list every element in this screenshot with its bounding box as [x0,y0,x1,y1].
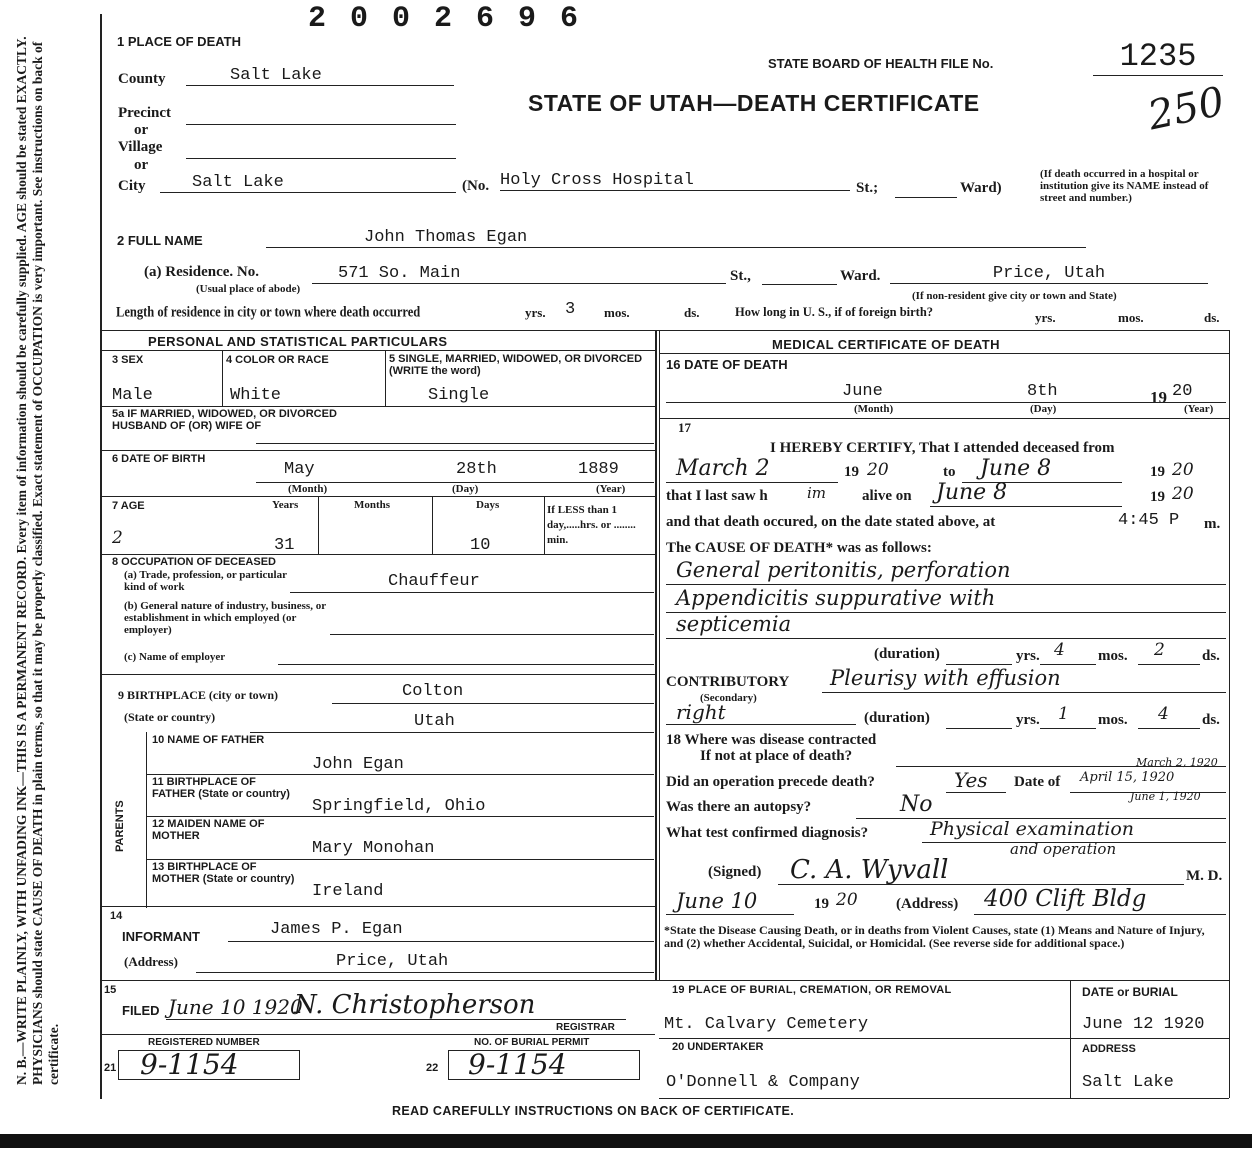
dob-month: May [284,460,315,479]
residence-sub: (Usual place of abode) [196,283,301,295]
dob-month-caption: (Month) [288,483,328,495]
sex-value: Male [112,386,153,405]
death-month: June [842,382,883,401]
death-year-caption: (Year) [1184,403,1214,415]
precinct-label: Precinct [118,105,172,121]
undertaker-label: 20 UNDERTAKER [672,1041,764,1053]
contributory-cause-2: right [676,700,726,724]
attended-to-date: June 8 [980,456,1052,481]
length-of-residence-label: Length of residence in city or town where death occurred [116,303,421,320]
item-18-label: 18 Where was disease contracted [666,732,877,748]
days-caption: Days [476,499,500,511]
death-day: 8th [1027,382,1058,401]
attended-from-date: March 2 [676,456,770,481]
age-mark: 2 [112,528,123,548]
certificate-title: STATE OF UTAH—DEATH CERTIFICATE [528,90,980,116]
years-caption: Years [272,499,299,511]
dob-day: 28th [456,460,497,479]
margin-number: 250 [1144,78,1229,140]
mother-name: Mary Monohan [312,839,435,858]
informant-name: James P. Egan [270,920,403,939]
cause-line-1: General peritonitis, perforation [676,558,1011,582]
burial-date: June 12 1920 [1082,1015,1205,1034]
from-nineteen: 19 [844,464,859,480]
father-name: John Egan [312,755,404,774]
file-label: STATE BOARD OF HEALTH FILE No. [768,56,994,71]
burial-date-label: DATE or BURIAL [1082,985,1178,999]
certify-text: I HEREBY CERTIFY, That I attended deceased from [770,440,1115,456]
burial-place: Mt. Calvary Cemetery [664,1015,869,1034]
him-text: im [807,484,827,502]
residence-years: 3 [565,300,576,319]
age-years: 31 [274,536,295,555]
residence-city-state: Price, Utah [890,264,1208,284]
color-label: 4 COLOR OR RACE [226,354,329,366]
hospital-name: Holy Cross Hospital [500,171,850,191]
residence-label: (a) Residence. No. [144,264,259,280]
street-no-label: (No. [462,178,490,194]
date-of-death-label: 16 DATE OF DEATH [666,357,788,372]
operation-label: Did an operation precede death? [666,774,875,790]
village-label: Village [118,139,163,155]
death-month-caption: (Month) [854,403,894,415]
medical-header: MEDICAL CERTIFICATE OF DEATH [772,337,1000,352]
stamp-number: 2 0 0 2 6 9 6 [308,2,582,36]
operation-date: April 15, 1920 [1080,770,1175,785]
contributory-cause: Pleurisy with effusion [830,666,1061,690]
marital-label: 5 SINGLE, MARRIED, WIDOWED, OR DIVORCED (WRITE the word) [389,353,643,377]
signed-nineteen: 19 [814,896,829,912]
diagnosis-test: Physical examination [930,818,1134,840]
cause-label: The CAUSE OF DEATH* was as follows: [666,540,932,556]
attended-from-year: 20 [867,460,889,480]
marital-value: Single [428,386,490,405]
dob-year: 1889 [578,460,619,479]
cause-line-2: Appendicitis suppurative with [676,586,996,610]
father-birthplace: Springfield, Ohio [312,797,486,816]
burial-place-label: 19 PLACE OF BURIAL, CREMATION, OR REMOVAL [672,984,952,996]
us-mos-label: mos. [1118,310,1144,325]
full-name-value: John Thomas Egan [266,228,1086,248]
birthplace-state-label: (State or country) [124,710,216,724]
months-caption: Months [354,499,391,511]
footer-instructions: READ CAREFULLY INSTRUCTIONS ON BACK OF CERTIFICATE. [392,1104,795,1118]
or-text-1: or [134,122,149,138]
scan-bottom-edge [0,1134,1252,1148]
burial-permit-number: 9-1154 [468,1048,567,1081]
form-left-border [100,14,102,1099]
alive-on-text: alive on [862,488,912,504]
autopsy-answer: No [900,792,933,817]
age-label: 7 AGE [112,500,145,512]
registered-number-prefix: 21 [104,1062,117,1074]
birthplace-city: Colton [402,682,464,701]
residence-ward-label: Ward. [840,268,881,284]
birthplace-label: 9 BIRTHPLACE (city or town) [118,688,279,702]
us-yrs-label: yrs. [1035,310,1056,325]
cause-mos-label: mos. [1098,648,1128,664]
county-value: Salt Lake [186,66,454,86]
mother-name-label: 12 MAIDEN NAME OF MOTHER [152,818,265,842]
mother-birthplace-label: 13 BIRTHPLACE OF MOTHER (State or country) [152,861,295,885]
registered-number: 9-1154 [140,1048,239,1081]
md-label: M. D. [1186,868,1223,884]
dob-day-caption: (Day) [452,483,479,495]
contrib-ds-label: ds. [1202,712,1220,728]
burial-permit-prefix: 22 [426,1062,439,1074]
side-instructions: N. B.—WRITE PLAINLY, WITH UNFADING INK—THIS IS A PERMANENT RECORD. Every item of information should be carefully supplied. AGE should be stated EXACTLY. PHYSICIANS should state CAUSE OF DEATH in plain terms, so that it may be properly classified. Exact statement of OCCUPATION is very important. See instructions on back of certificate. [14,36,61,1085]
cause-ds-label: ds. [1202,648,1220,664]
informant-number: 14 [110,910,123,922]
hospital-note: (If death occurred in a hospital or institution give its NAME instead of street and number.) [1040,168,1209,204]
not-place-label: If not at place of death? [700,748,853,764]
item-17: 17 [678,420,691,435]
cause-duration-months: 2 [1154,640,1165,660]
autopsy-label: Was there an autopsy? [666,799,812,815]
filed-label: FILED [122,1003,160,1018]
cause-footnote: *State the Disease Causing Death, or in deaths from Violent Causes, state (1) Means and Nature of Injury, and (2) whether Accidental, Suicidal, or Homicidal. (See reverse side for additional space.) [664,923,1205,950]
cause-yrs-label: yrs. [1016,648,1040,664]
physician-address-label: (Address) [896,896,959,912]
to-word: to [943,464,956,480]
informant-address-label: (Address) [124,954,178,969]
occupation-b-label: (b) General nature of industry, business, or establishment in which employed (or employer) [124,600,326,636]
physician-signature: C. A. Wyvall [790,855,949,885]
filed-date: June 10 1920 [168,995,303,1019]
contrib-duration-months: 4 [1158,704,1169,724]
occupation-c-label: (c) Name of employer [124,651,226,663]
county-label: County [118,71,166,87]
contrib-yrs-label: yrs. [1016,712,1040,728]
diagnosis-test-2: and operation [1010,840,1117,858]
contrib-duration-label: (duration) [864,710,930,726]
last-seen-date: June 8 [936,480,1008,505]
diagnosis-test-label: What test confirmed diagnosis? [666,825,869,841]
personal-header: PERSONAL AND STATISTICAL PARTICULARS [148,334,448,349]
undertaker-address-label: ADDRESS [1082,1043,1136,1055]
mother-birthplace: Ireland [312,882,384,901]
death-occurred-text: and that death occured, on the date stated above, at [666,514,996,530]
operation-date-2: June 1, 1920 [1130,790,1201,803]
us-residence-label: How long in U. S., if of foreign birth? [735,305,934,319]
operation-answer: Yes [954,768,988,792]
last-saw-text: that I last saw h [666,488,768,504]
signed-year: 20 [836,890,858,910]
less-than-day: If LESS than 1 day,.....hrs. or ........ min. [547,504,636,546]
operation-date-label: Date of [1014,774,1061,790]
contrib-duration-years: 1 [1058,704,1069,724]
birthplace-state: Utah [414,712,455,731]
residence-yrs-label: yrs. [525,305,546,320]
residence-street-label: St., [730,268,751,284]
alive-nineteen: 19 [1150,489,1165,505]
father-birthplace-label: 11 BIRTHPLACE OF FATHER (State or country) [152,776,290,800]
residence-mos-label: mos. [604,305,630,320]
undertaker-address: Salt Lake [1082,1073,1174,1092]
to-nineteen: 19 [1150,464,1165,480]
contributory-label: CONTRIBUTORY [666,674,790,690]
age-days: 10 [470,536,491,555]
time-of-death: 4:45 P [1118,511,1180,530]
ward-label: Ward) [960,180,1002,196]
residence-ds-label: ds. [684,305,700,320]
registrar-signature: N. Christopherson [294,990,536,1020]
street-label: St.; [856,180,879,196]
or-text-2: or [134,157,149,173]
cause-duration-label: (duration) [874,646,940,662]
contrib-mos-label: mos. [1098,712,1128,728]
burial-permit-label: NO. OF BURIAL PERMIT [474,1037,590,1048]
filed-number: 15 [104,984,117,996]
residence-number: 571 So. Main [312,264,726,284]
occupation-a-label: (a) Trade, profession, or particular kind of work [124,569,287,593]
physician-address: 400 Clift Bldg [984,886,1147,912]
registrar-label: REGISTRAR [556,1022,615,1033]
city-value: Salt Lake [160,173,456,193]
death-year: 20 [1172,382,1193,401]
nonresident-note: (If non-resident give city or town and State) [912,290,1117,302]
occupation-value: Chauffeur [388,572,480,591]
cause-line-3: septicemia [676,612,792,636]
cause-duration-years: 4 [1054,640,1065,660]
secondary-label: (Secondary) [700,692,757,704]
dob-label: 6 DATE OF BIRTH [112,453,206,465]
occupation-label: 8 OCCUPATION OF DECEASED [112,556,276,568]
informant-address: Price, Utah [336,952,449,971]
color-value: White [230,386,282,405]
last-seen-year: 20 [1172,484,1194,504]
time-suffix: m. [1204,516,1221,532]
registered-number-label: REGISTERED NUMBER [148,1037,260,1048]
informant-label: INFORMANT [122,929,200,944]
parents-label: PARENTS [114,800,126,852]
spouse-label: 5a IF MARRIED, WIDOWED, OR DIVORCED HUSBAND OF (OR) WIFE OF [112,408,337,432]
death-year-prefix: 19 [1150,388,1167,407]
sex-label: 3 SEX [112,354,144,366]
signed-label: (Signed) [708,864,762,880]
dob-year-caption: (Year) [596,483,626,495]
full-name-label: 2 FULL NAME [117,233,203,248]
signed-date: June 10 [676,889,758,913]
us-ds-label: ds. [1204,310,1220,325]
death-day-caption: (Day) [1030,403,1057,415]
attended-to-year: 20 [1172,460,1194,480]
city-label: City [118,178,146,194]
contracted-note: March 2, 1920 [1136,756,1218,769]
place-of-death-label: 1 PLACE OF DEATH [117,34,241,49]
undertaker-name: O'Donnell & Company [666,1073,860,1092]
file-number: 1235 [1093,38,1223,76]
father-name-label: 10 NAME OF FATHER [152,734,265,746]
